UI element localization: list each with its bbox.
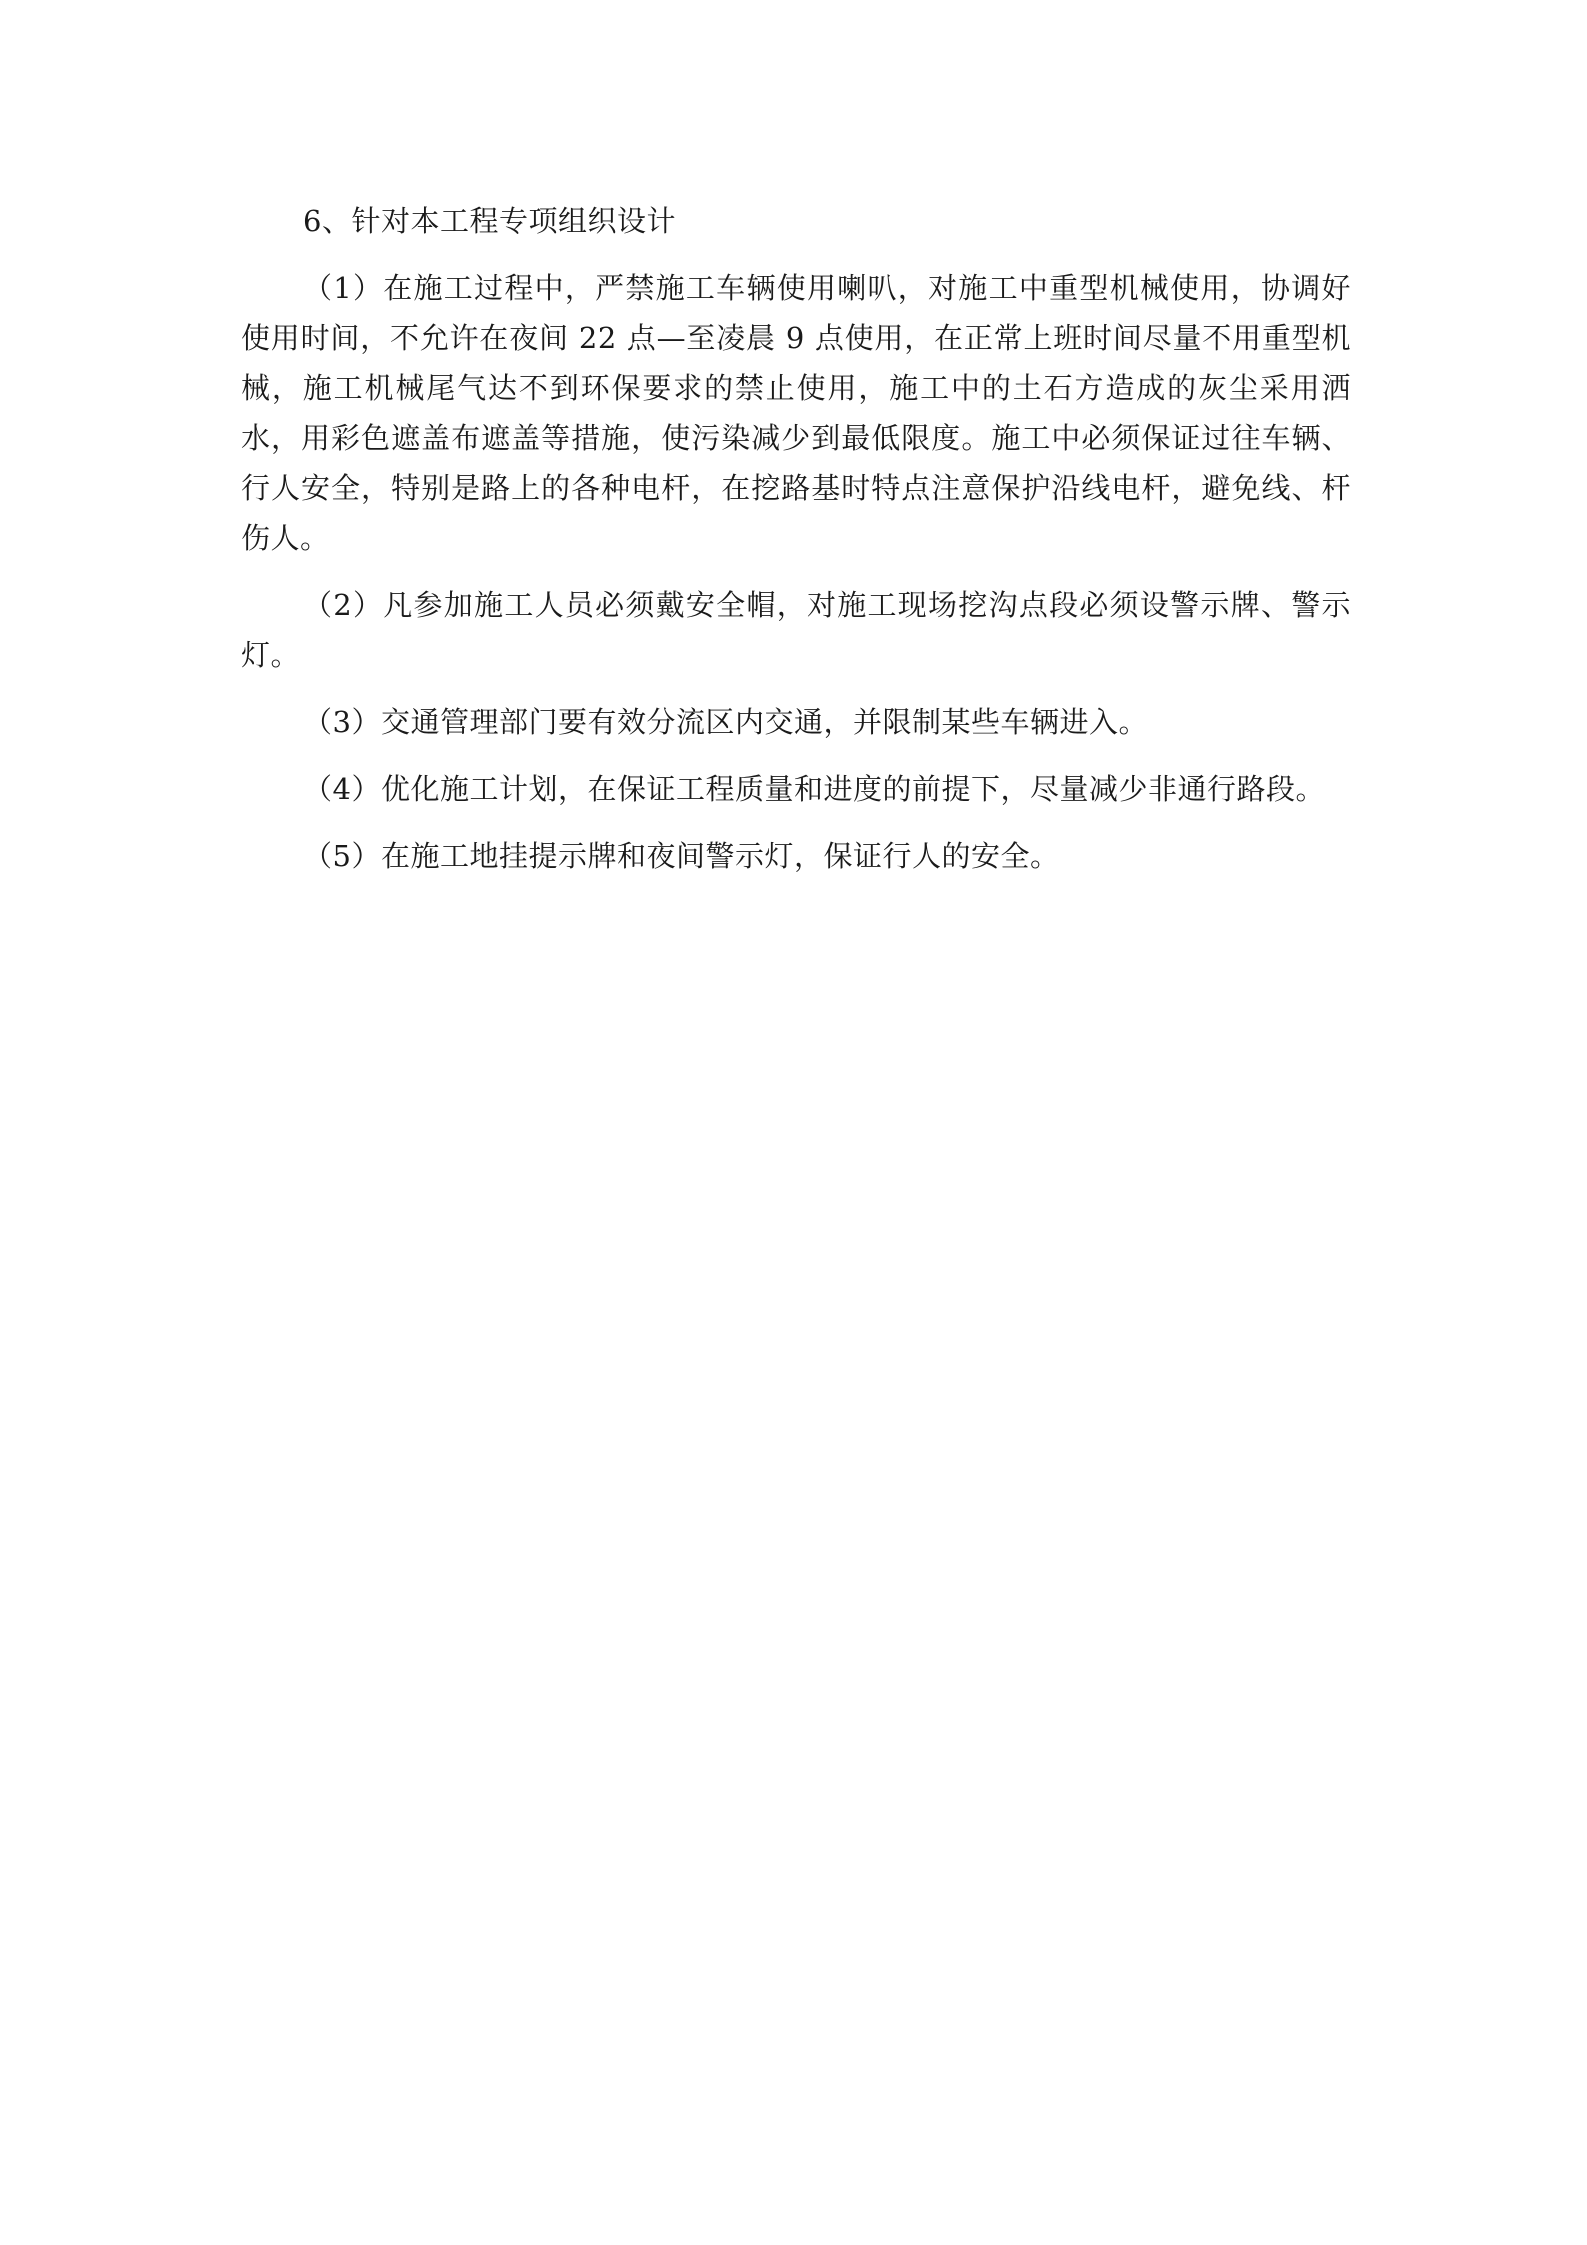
paragraph-4: （4）优化施工计划，在保证工程质量和进度的前提下，尽量减少非通行路段。 [303, 772, 1325, 806]
paragraph-2: （2）凡参加施工人员必须戴安全帽，对施工现场挖沟点段必须设警示牌、警示灯。 [241, 588, 1351, 672]
paragraph-5: （5）在施工地挂提示牌和夜间警示灯，保证行人的安全。 [303, 839, 1060, 873]
paragraph-1: （1）在施工过程中，严禁施工车辆使用喇叭，对施工中重型机械使用，协调好使用时间，不允许在夜间 22 点—至凌晨 9 点使用，在正常上班时间尽量不用重型机械，施工机械尾气达不到环保要求的禁止使用，施工中的土石方造成的灰尘采用洒水，用彩色遮盖布遮盖等措施，使污染减少到最低限度。施工中必须保证过往车辆、行人安全，特别是路上的各种电杆，在挖路基时特点注意保护沿线电杆，避免线、杆伤人。 [241, 271, 1351, 555]
document-body [241, 196, 1351, 881]
paragraph-3: （3）交通管理部门要有效分流区内交通，并限制某些车辆进入。 [303, 705, 1148, 739]
section-heading: 6、针对本工程专项组织设计 [303, 204, 676, 238]
